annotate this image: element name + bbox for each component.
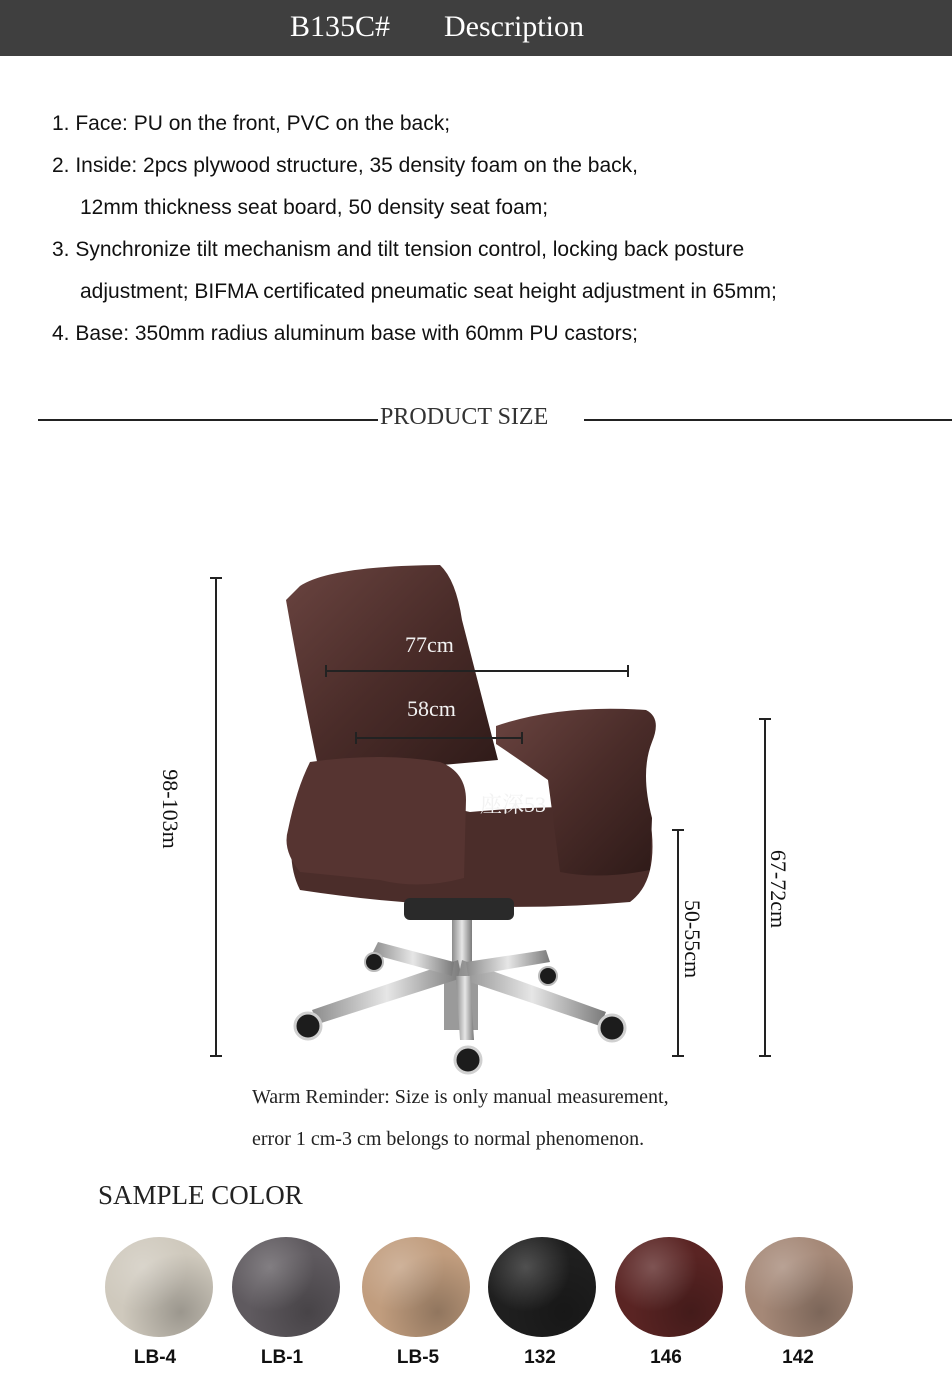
swatch-142[interactable] bbox=[745, 1237, 853, 1337]
product-size-title: PRODUCT SIZE bbox=[380, 404, 549, 430]
spec-line-2b: 12mm thickness seat board, 50 density seat foam; bbox=[80, 196, 549, 219]
product-code: B135C# bbox=[290, 10, 391, 43]
height-arm-label: 67-72cm bbox=[766, 849, 791, 929]
swatch-lb-5[interactable] bbox=[362, 1237, 470, 1337]
chair-image bbox=[286, 565, 656, 1073]
spec-line-4: 4. Base: 350mm radius aluminum base with 60mm PU castors; bbox=[52, 322, 638, 345]
width-seat-label: 58cm bbox=[407, 696, 456, 721]
swatch-label-lb-4: LB-4 bbox=[133, 1347, 177, 1368]
sample-color-title: SAMPLE COLOR bbox=[98, 1180, 303, 1210]
swatch-label-142: 142 bbox=[782, 1347, 814, 1368]
swatch-label-lb-1: LB-1 bbox=[260, 1347, 304, 1368]
swatch-132[interactable] bbox=[488, 1237, 596, 1337]
width-overall-label: 77cm bbox=[405, 632, 454, 657]
spec-line-1: 1. Face: PU on the front, PVC on the back; bbox=[52, 112, 451, 135]
swatch-label-132: 132 bbox=[524, 1347, 556, 1368]
spec-line-3: 3. Synchronize tilt mechanism and tilt tension control, locking back posture bbox=[52, 238, 745, 261]
swatch-146[interactable] bbox=[615, 1237, 723, 1337]
height-seat-label: 50-55cm bbox=[680, 899, 705, 979]
swatch-lb-1[interactable] bbox=[232, 1237, 340, 1337]
swatch-label-146: 146 bbox=[650, 1347, 682, 1368]
header-title: Description bbox=[444, 10, 584, 43]
height-total-label: 98-103m bbox=[158, 769, 183, 849]
swatch-label-lb-5: LB-5 bbox=[396, 1347, 440, 1368]
spec-line-3b: adjustment; BIFMA certificated pneumatic seat height adjustment in 65mm; bbox=[80, 280, 777, 303]
reminder-line-1: Warm Reminder: Size is only manual measurement, bbox=[252, 1086, 669, 1108]
reminder-line-2: error 1 cm-3 cm belongs to normal phenomenon. bbox=[252, 1128, 645, 1150]
swatch-lb-4[interactable] bbox=[105, 1237, 213, 1337]
seat-depth-label: 座深53 bbox=[480, 792, 547, 817]
spec-line-2: 2. Inside: 2pcs plywood structure, 35 density foam on the back, bbox=[52, 154, 638, 177]
